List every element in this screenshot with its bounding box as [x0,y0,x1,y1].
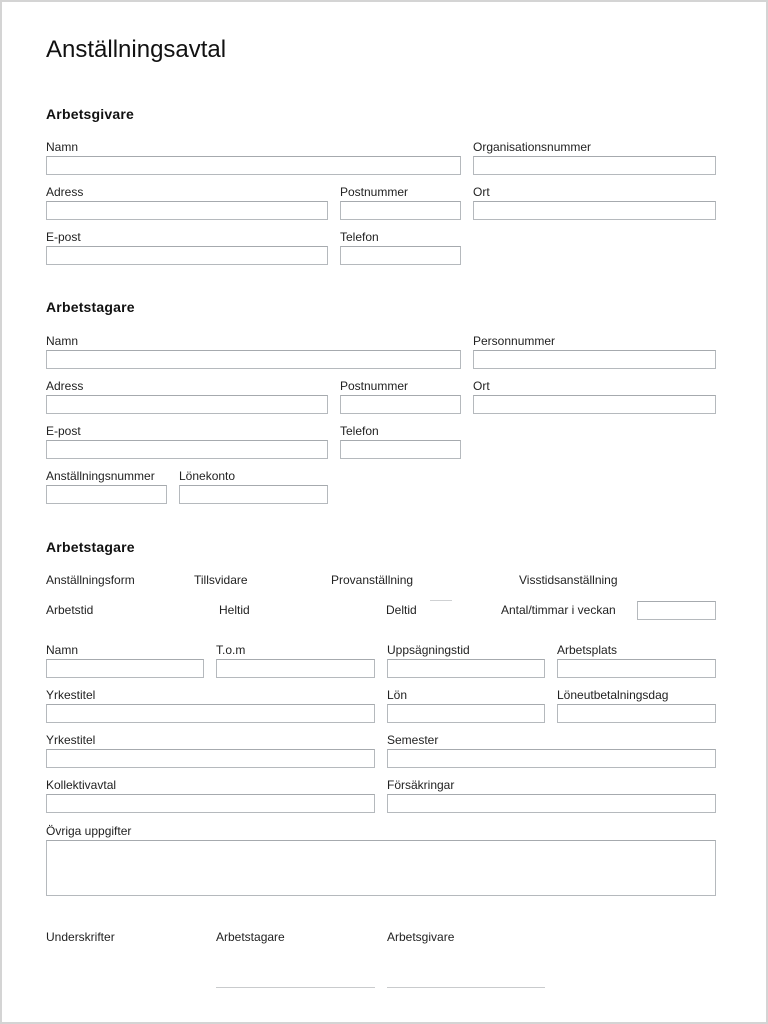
payday-field[interactable] [557,704,716,723]
employee-number-label: Anställningsnummer [46,469,155,483]
employee-name-field[interactable] [46,350,461,369]
collective-agreement-field[interactable] [46,794,375,813]
employee-address-field[interactable] [46,395,328,414]
part-time-option[interactable]: Deltid [386,603,417,617]
employee-signature-line[interactable] [216,987,375,988]
hours-per-week-field[interactable] [637,601,716,620]
salary-label: Lön [387,688,408,702]
fixed-term-option[interactable]: Visstidsanställning [519,573,618,587]
employer-address-field[interactable] [46,201,328,220]
page-title: Anställningsavtal [46,36,227,63]
employer-city-field[interactable] [473,201,716,220]
salary-field[interactable] [387,704,545,723]
employment-name-field[interactable] [46,659,204,678]
employment-form-label: Anställningsform [46,573,135,587]
employer-heading: Arbetsgivare [46,106,134,122]
employer-address-label: Adress [46,185,84,199]
employer-name-field[interactable] [46,156,461,175]
full-time-option[interactable]: Heltid [219,603,250,617]
salary-account-field[interactable] [179,485,328,504]
job-title-label: Yrkestitel [46,688,96,702]
signatures-label: Underskrifter [46,930,115,944]
collective-agreement-label: Kollektivavtal [46,778,117,792]
working-time-label: Arbetstid [46,603,94,617]
hours-per-week-label: Antal/timmar i veckan [501,603,616,617]
employee-number-field[interactable] [46,485,167,504]
employee-personal-number-label: Personnummer [473,334,556,348]
employee-personal-number-field[interactable] [473,350,716,369]
workplace-label: Arbetsplats [557,643,618,657]
employer-signature-line[interactable] [387,987,545,988]
employee-phone-field[interactable] [340,440,461,459]
permanent-option[interactable]: Tillsvidare [194,573,248,587]
employer-org-number-field[interactable] [473,156,716,175]
employment-name-label: Namn [46,643,79,657]
employee-phone-label: Telefon [340,424,379,438]
employer-name-label: Namn [46,140,79,154]
employee-postal-code-field[interactable] [340,395,461,414]
until-field[interactable] [216,659,375,678]
employer-org-number-label: Organisationsnummer [473,140,592,154]
insurance-field[interactable] [387,794,716,813]
salary-account-label: Lönekonto [179,469,236,483]
employer-postal-code-field[interactable] [340,201,461,220]
employer-postal-code-label: Postnummer [340,185,409,199]
other-info-label: Övriga uppgifter [46,824,132,838]
notice-period-field[interactable] [387,659,545,678]
employee-name-label: Namn [46,334,79,348]
insurance-label: Försäkringar [387,778,455,792]
part-time-tick [430,600,452,601]
employee-heading: Arbetstagare [46,299,135,315]
employment-heading: Arbetstagare [46,539,135,555]
employer-phone-label: Telefon [340,230,379,244]
vacation-label: Semester [387,733,439,747]
job-title-field-2[interactable] [46,749,375,768]
job-title-field[interactable] [46,704,375,723]
until-label: T.o.m [216,643,246,657]
workplace-field[interactable] [557,659,716,678]
employee-city-label: Ort [473,379,490,393]
employee-postal-code-label: Postnummer [340,379,409,393]
employer-email-label: E-post [46,230,81,244]
employee-address-label: Adress [46,379,84,393]
employer-phone-field[interactable] [340,246,461,265]
probation-option[interactable]: Provanställning [331,573,414,587]
employee-email-field[interactable] [46,440,328,459]
other-info-textarea[interactable] [46,840,716,896]
employee-email-label: E-post [46,424,81,438]
employer-signature-label: Arbetsgivare [387,930,455,944]
vacation-field[interactable] [387,749,716,768]
payday-label: Löneutbetalningsdag [557,688,669,702]
notice-period-label: Uppsägningstid [387,643,470,657]
employee-signature-label: Arbetstagare [216,930,285,944]
employee-city-field[interactable] [473,395,716,414]
job-title-label-2: Yrkestitel [46,733,96,747]
employer-email-field[interactable] [46,246,328,265]
employer-city-label: Ort [473,185,490,199]
